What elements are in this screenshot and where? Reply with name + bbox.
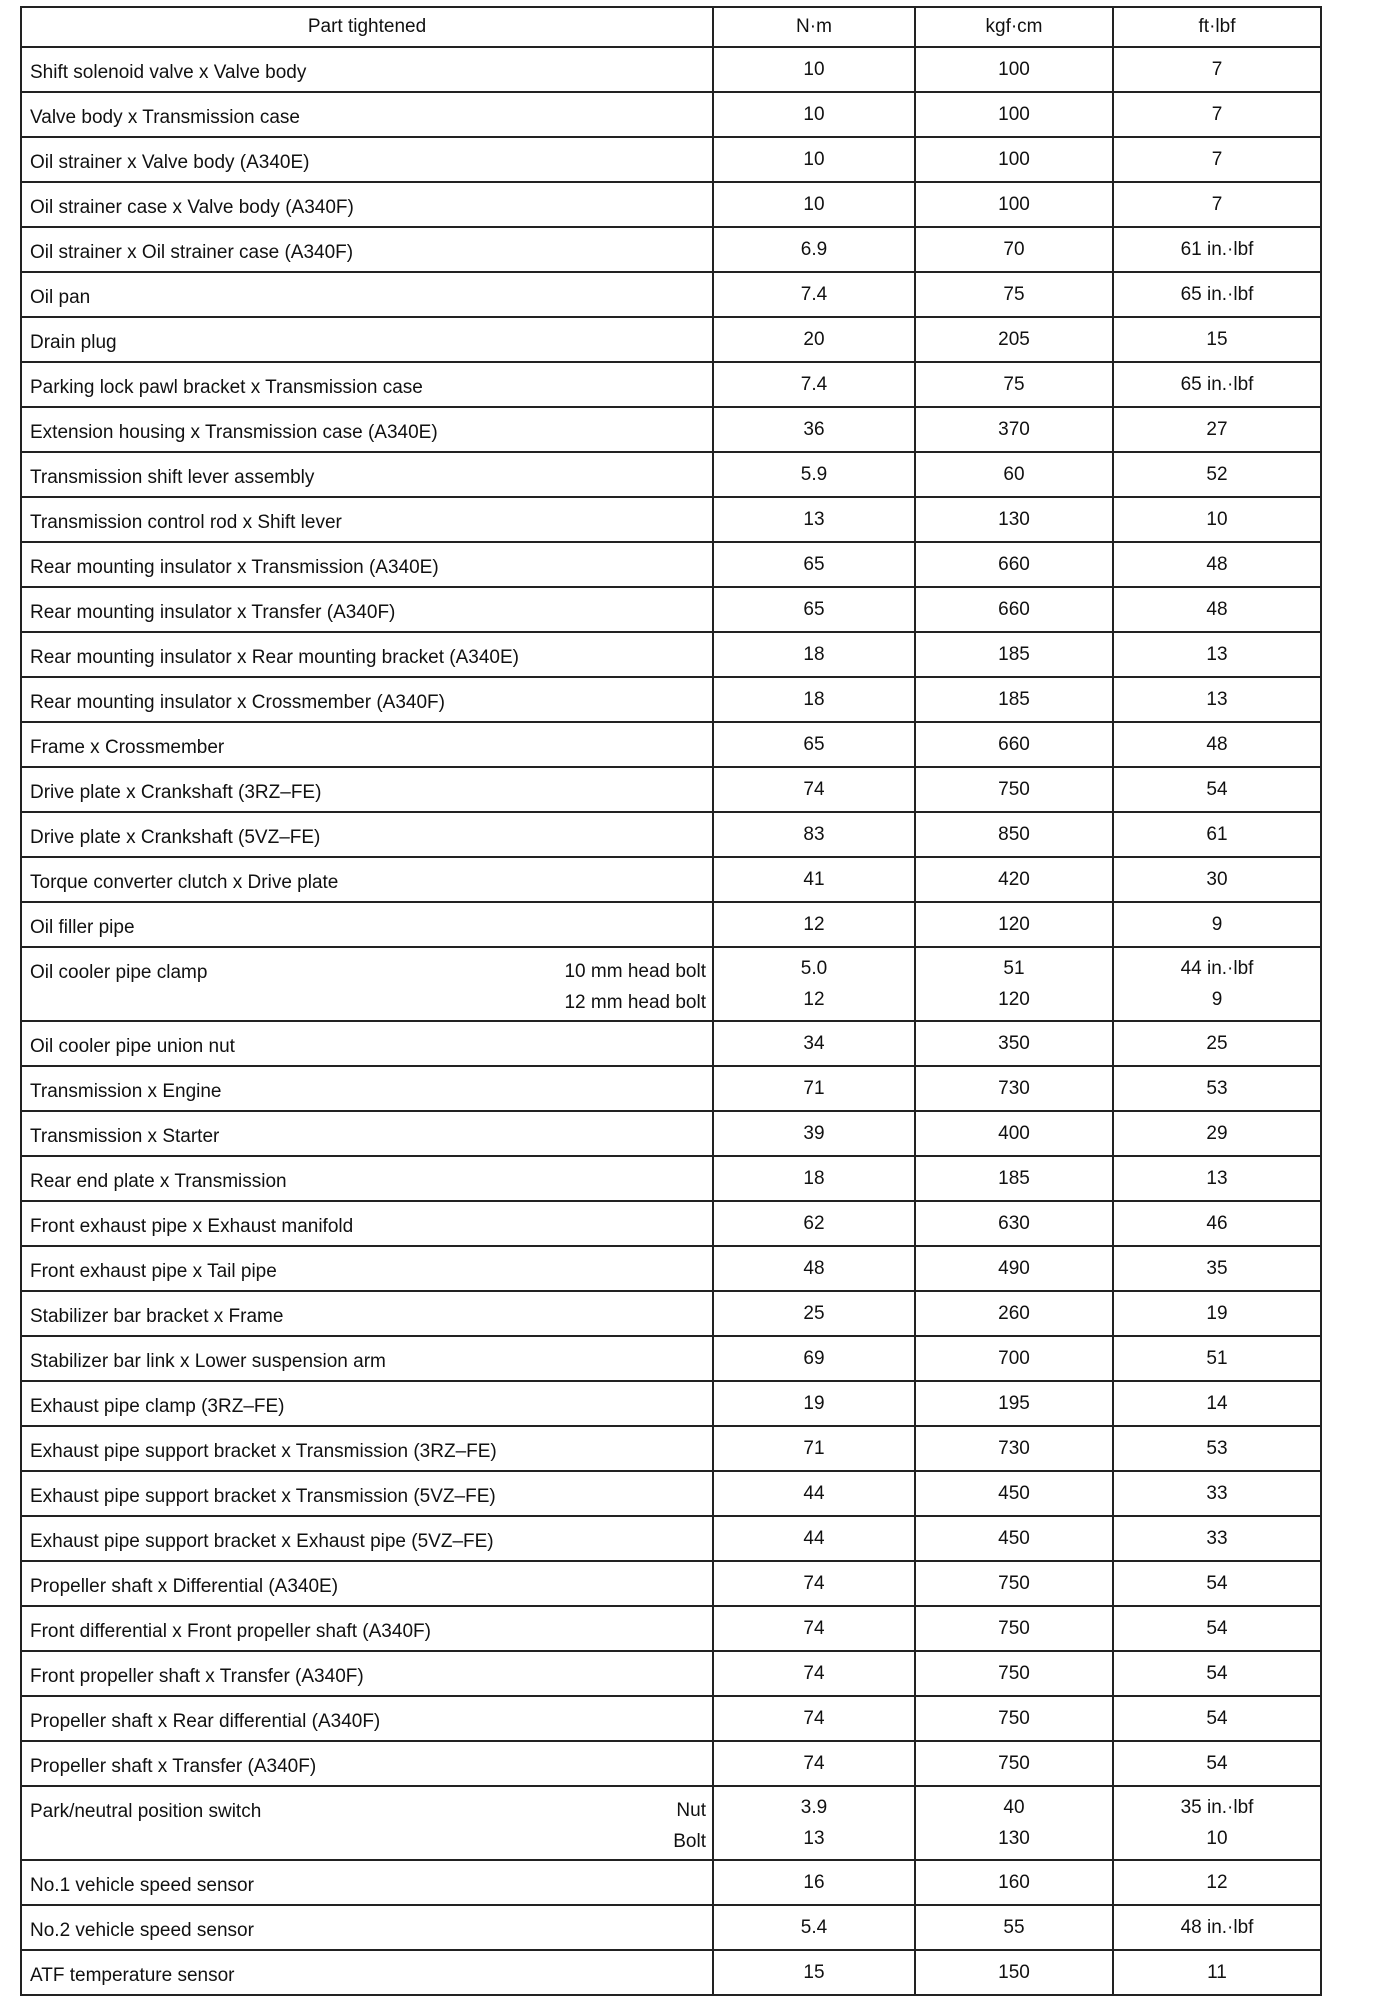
- row-nm: 71: [713, 1066, 915, 1111]
- row-part: Oil strainer x Oil strainer case (A340F): [21, 227, 713, 272]
- table-row: [21, 1111, 1321, 1156]
- row-ft: 53: [1113, 1066, 1321, 1111]
- row-kgf: 120: [915, 902, 1113, 947]
- row-nm: 10: [713, 182, 915, 227]
- table-row: [21, 1606, 1321, 1651]
- row-kgf: 750: [915, 1606, 1113, 1651]
- table-row: [21, 947, 1321, 1021]
- row-part: Valve body x Transmission case: [21, 92, 713, 137]
- table-body-1: [21, 47, 1321, 947]
- row-kgf: 205: [915, 317, 1113, 362]
- row-part: No.2 vehicle speed sensor: [21, 1905, 713, 1950]
- row-nm: 65: [713, 587, 915, 632]
- row-kgf: 420: [915, 857, 1113, 902]
- table-row: [21, 1021, 1321, 1066]
- row-nm: 71: [713, 1426, 915, 1471]
- row-nm-value: 13: [803, 1828, 825, 1849]
- table-row: [21, 542, 1321, 587]
- row-part: Parking lock pawl bracket x Transmission case: [21, 362, 713, 407]
- row-ft: 54: [1113, 1696, 1321, 1741]
- row-ft: 10: [1113, 497, 1321, 542]
- row-kgf: 850: [915, 812, 1113, 857]
- row-part: [21, 947, 713, 1021]
- row-ft: [1113, 1786, 1321, 1860]
- row-nm: 6.9: [713, 227, 915, 272]
- row-part: Exhaust pipe support bracket x Exhaust pipe (5VZ–FE): [21, 1516, 713, 1561]
- table-row: [21, 137, 1321, 182]
- row-ft: 54: [1113, 767, 1321, 812]
- row-nm: 7.4: [713, 362, 915, 407]
- row-ft: 12: [1113, 1860, 1321, 1905]
- row-kgf: 185: [915, 632, 1113, 677]
- row-nm: 48: [713, 1246, 915, 1291]
- row-kgf-value: 120: [998, 989, 1030, 1010]
- table-row: [21, 182, 1321, 227]
- row-kgf: 450: [915, 1516, 1113, 1561]
- header-nm: N·m: [713, 7, 915, 47]
- row-sub-label: 10 mm head bolt: [564, 961, 706, 982]
- row-nm: 18: [713, 677, 915, 722]
- row-nm: 5.4: [713, 1905, 915, 1950]
- table-header-row: [21, 7, 1321, 47]
- row-ft: 54: [1113, 1606, 1321, 1651]
- row-nm: 25: [713, 1291, 915, 1336]
- row-ft: 7: [1113, 182, 1321, 227]
- row-nm: 10: [713, 47, 915, 92]
- row-part: Propeller shaft x Differential (A340E): [21, 1561, 713, 1606]
- row-kgf: 100: [915, 182, 1113, 227]
- row-kgf-value: 51: [1003, 958, 1025, 979]
- row-part: Rear mounting insulator x Transfer (A340F): [21, 587, 713, 632]
- table-body-3: [21, 1860, 1321, 1995]
- row-part: Propeller shaft x Transfer (A340F): [21, 1741, 713, 1786]
- row-part: Rear mounting insulator x Crossmember (A340F): [21, 677, 713, 722]
- table-row: [21, 1426, 1321, 1471]
- row-kgf: 750: [915, 1741, 1113, 1786]
- row-kgf: 730: [915, 1426, 1113, 1471]
- row-nm: 18: [713, 1156, 915, 1201]
- row-nm: 65: [713, 542, 915, 587]
- table-row: [21, 1156, 1321, 1201]
- row-kgf: 660: [915, 542, 1113, 587]
- row-kgf: 100: [915, 137, 1113, 182]
- row-kgf: 100: [915, 47, 1113, 92]
- row-kgf: 195: [915, 1381, 1113, 1426]
- row-ft: 48: [1113, 542, 1321, 587]
- row-part: Shift solenoid valve x Valve body: [21, 47, 713, 92]
- row-part: Rear end plate x Transmission: [21, 1156, 713, 1201]
- table-row: [21, 497, 1321, 542]
- table-row: [21, 632, 1321, 677]
- row-part: Frame x Crossmember: [21, 722, 713, 767]
- row-part: Drive plate x Crankshaft (5VZ–FE): [21, 812, 713, 857]
- row-ft: 53: [1113, 1426, 1321, 1471]
- table-row: [21, 1516, 1321, 1561]
- row-ft: 52: [1113, 452, 1321, 497]
- row-kgf: 660: [915, 587, 1113, 632]
- row-kgf: 185: [915, 677, 1113, 722]
- row-nm: 15: [713, 1950, 915, 1995]
- row-nm: 16: [713, 1860, 915, 1905]
- row-nm-value: 12: [803, 989, 825, 1010]
- row-part: Exhaust pipe support bracket x Transmission (3RZ–FE): [21, 1426, 713, 1471]
- row-ft: 19: [1113, 1291, 1321, 1336]
- row-part: ATF temperature sensor: [21, 1950, 713, 1995]
- table-row: [21, 1561, 1321, 1606]
- table-row: [21, 812, 1321, 857]
- row-kgf: 750: [915, 1561, 1113, 1606]
- table-row: [21, 407, 1321, 452]
- row-ft: 7: [1113, 92, 1321, 137]
- table-body-clamp: [21, 947, 1321, 1021]
- row-part: Oil strainer case x Valve body (A340F): [21, 182, 713, 227]
- row-part: Transmission shift lever assembly: [21, 452, 713, 497]
- row-kgf: 75: [915, 362, 1113, 407]
- row-ft: 54: [1113, 1561, 1321, 1606]
- row-ft: 61 in.·lbf: [1113, 227, 1321, 272]
- row-ft: 27: [1113, 407, 1321, 452]
- row-ft: 48 in.·lbf: [1113, 1905, 1321, 1950]
- row-kgf: [915, 947, 1113, 1021]
- row-nm: 74: [713, 1561, 915, 1606]
- row-nm: 10: [713, 137, 915, 182]
- row-part: Stabilizer bar link x Lower suspension arm: [21, 1336, 713, 1381]
- row-part-label: Oil cooler pipe clamp: [30, 962, 208, 983]
- table-row: [21, 47, 1321, 92]
- table-row: [21, 317, 1321, 362]
- row-part: Rear mounting insulator x Transmission (A340E): [21, 542, 713, 587]
- table-row: [21, 1950, 1321, 1995]
- row-part: [21, 1786, 713, 1860]
- row-part: Torque converter clutch x Drive plate: [21, 857, 713, 902]
- row-part: Front differential x Front propeller shaft (A340F): [21, 1606, 713, 1651]
- row-ft: 25: [1113, 1021, 1321, 1066]
- row-kgf: 130: [915, 497, 1113, 542]
- row-ft: 48: [1113, 587, 1321, 632]
- row-nm: 19: [713, 1381, 915, 1426]
- row-ft: 13: [1113, 677, 1321, 722]
- row-kgf: 750: [915, 1696, 1113, 1741]
- table-row: [21, 1741, 1321, 1786]
- row-ft-value: 9: [1211, 989, 1223, 1010]
- row-kgf-value: 40: [1003, 1797, 1025, 1818]
- row-part: No.1 vehicle speed sensor: [21, 1860, 713, 1905]
- row-ft: 48: [1113, 722, 1321, 767]
- row-part: Extension housing x Transmission case (A340E): [21, 407, 713, 452]
- row-ft: 29: [1113, 1111, 1321, 1156]
- table-row: [21, 1381, 1321, 1426]
- table-row: [21, 902, 1321, 947]
- row-part: Propeller shaft x Rear differential (A340F): [21, 1696, 713, 1741]
- row-part: Transmission x Engine: [21, 1066, 713, 1111]
- row-nm: 83: [713, 812, 915, 857]
- row-kgf: 75: [915, 272, 1113, 317]
- row-nm: 74: [713, 1651, 915, 1696]
- row-nm: 36: [713, 407, 915, 452]
- row-ft: 13: [1113, 1156, 1321, 1201]
- header-kgf: kgf·cm: [915, 7, 1113, 47]
- table-row: [21, 677, 1321, 722]
- row-sub-label: 12 mm head bolt: [564, 992, 706, 1013]
- table-row: [21, 1696, 1321, 1741]
- row-ft: 35: [1113, 1246, 1321, 1291]
- row-ft: 30: [1113, 857, 1321, 902]
- row-nm: 69: [713, 1336, 915, 1381]
- row-kgf: 660: [915, 722, 1113, 767]
- row-nm-value: 3.9: [800, 1797, 828, 1818]
- row-kgf: 260: [915, 1291, 1113, 1336]
- table-row: [21, 272, 1321, 317]
- row-kgf: 490: [915, 1246, 1113, 1291]
- table-row: [21, 767, 1321, 812]
- row-nm-value: 5.0: [800, 958, 828, 979]
- header-ft: ft·lbf: [1113, 7, 1321, 47]
- table-row: [21, 1471, 1321, 1516]
- row-kgf: 60: [915, 452, 1113, 497]
- row-nm: 65: [713, 722, 915, 767]
- row-ft-value: 35 in.·lbf: [1180, 1797, 1254, 1818]
- row-part: Transmission x Starter: [21, 1111, 713, 1156]
- row-part: Rear mounting insulator x Rear mounting bracket (A340E): [21, 632, 713, 677]
- row-ft: 33: [1113, 1516, 1321, 1561]
- row-nm: 41: [713, 857, 915, 902]
- row-kgf: 630: [915, 1201, 1113, 1246]
- row-ft: 54: [1113, 1651, 1321, 1696]
- row-ft-value: 10: [1206, 1828, 1228, 1849]
- row-ft: 54: [1113, 1741, 1321, 1786]
- table-row: [21, 1860, 1321, 1905]
- row-nm: 20: [713, 317, 915, 362]
- row-part: Front propeller shaft x Transfer (A340F): [21, 1651, 713, 1696]
- row-nm: 7.4: [713, 272, 915, 317]
- table-row: [21, 857, 1321, 902]
- table-row: [21, 1651, 1321, 1696]
- row-nm: 34: [713, 1021, 915, 1066]
- row-part: Drain plug: [21, 317, 713, 362]
- row-ft: 9: [1113, 902, 1321, 947]
- header-part: Part tightened: [21, 7, 713, 47]
- row-kgf: 450: [915, 1471, 1113, 1516]
- table-row: [21, 92, 1321, 137]
- row-part-label: Park/neutral position switch: [30, 1801, 262, 1822]
- table-row: [21, 587, 1321, 632]
- row-kgf: 400: [915, 1111, 1113, 1156]
- row-part: Oil filler pipe: [21, 902, 713, 947]
- table-row: [21, 1786, 1321, 1860]
- row-nm: 10: [713, 92, 915, 137]
- row-ft: 7: [1113, 137, 1321, 182]
- row-sub-label: Bolt: [673, 1831, 706, 1852]
- row-ft: 65 in.·lbf: [1113, 272, 1321, 317]
- row-nm: 12: [713, 902, 915, 947]
- row-nm: 62: [713, 1201, 915, 1246]
- row-part: Exhaust pipe support bracket x Transmission (5VZ–FE): [21, 1471, 713, 1516]
- row-nm: 74: [713, 1696, 915, 1741]
- table-row: [21, 1905, 1321, 1950]
- row-kgf: 700: [915, 1336, 1113, 1381]
- row-kgf-value: 130: [998, 1828, 1030, 1849]
- row-ft: 7: [1113, 47, 1321, 92]
- row-kgf: 55: [915, 1905, 1113, 1950]
- row-nm: 44: [713, 1516, 915, 1561]
- row-ft: 11: [1113, 1950, 1321, 1995]
- table-row: [21, 722, 1321, 767]
- table-body-switch: [21, 1786, 1321, 1860]
- row-part: Front exhaust pipe x Tail pipe: [21, 1246, 713, 1291]
- row-part: Oil pan: [21, 272, 713, 317]
- row-kgf: 100: [915, 92, 1113, 137]
- row-part: Exhaust pipe clamp (3RZ–FE): [21, 1381, 713, 1426]
- row-kgf: 70: [915, 227, 1113, 272]
- row-ft: 46: [1113, 1201, 1321, 1246]
- row-kgf: [915, 1786, 1113, 1860]
- table-row: [21, 1246, 1321, 1291]
- row-kgf: 350: [915, 1021, 1113, 1066]
- row-nm: 44: [713, 1471, 915, 1516]
- row-kgf: 160: [915, 1860, 1113, 1905]
- row-ft: 61: [1113, 812, 1321, 857]
- row-kgf: 750: [915, 1651, 1113, 1696]
- table-body-2: [21, 1021, 1321, 1786]
- row-nm: 74: [713, 767, 915, 812]
- row-ft: 65 in.·lbf: [1113, 362, 1321, 407]
- row-ft: 13: [1113, 632, 1321, 677]
- row-ft: 14: [1113, 1381, 1321, 1426]
- row-kgf: 370: [915, 407, 1113, 452]
- row-nm: 13: [713, 497, 915, 542]
- row-nm: 39: [713, 1111, 915, 1156]
- row-part: Oil cooler pipe union nut: [21, 1021, 713, 1066]
- row-part: Transmission control rod x Shift lever: [21, 497, 713, 542]
- torque-specification-table: [20, 6, 1322, 1996]
- row-part: Oil strainer x Valve body (A340E): [21, 137, 713, 182]
- row-ft: 51: [1113, 1336, 1321, 1381]
- table-row: [21, 227, 1321, 272]
- row-sub-label: Nut: [676, 1800, 706, 1821]
- table-row: [21, 1291, 1321, 1336]
- row-nm: 5.9: [713, 452, 915, 497]
- row-nm: [713, 947, 915, 1021]
- row-part: Stabilizer bar bracket x Frame: [21, 1291, 713, 1336]
- table-row: [21, 362, 1321, 407]
- row-nm: 74: [713, 1741, 915, 1786]
- row-nm: 74: [713, 1606, 915, 1651]
- row-kgf: 185: [915, 1156, 1113, 1201]
- row-ft: [1113, 947, 1321, 1021]
- row-ft-value: 44 in.·lbf: [1180, 958, 1254, 979]
- row-ft: 15: [1113, 317, 1321, 362]
- row-kgf: 750: [915, 767, 1113, 812]
- table-row: [21, 452, 1321, 497]
- row-kgf: 730: [915, 1066, 1113, 1111]
- table-row: [21, 1336, 1321, 1381]
- row-nm: 18: [713, 632, 915, 677]
- table-row: [21, 1201, 1321, 1246]
- row-nm: [713, 1786, 915, 1860]
- row-kgf: 150: [915, 1950, 1113, 1995]
- row-ft: 33: [1113, 1471, 1321, 1516]
- row-part: Drive plate x Crankshaft (3RZ–FE): [21, 767, 713, 812]
- table-row: [21, 1066, 1321, 1111]
- row-part: Front exhaust pipe x Exhaust manifold: [21, 1201, 713, 1246]
